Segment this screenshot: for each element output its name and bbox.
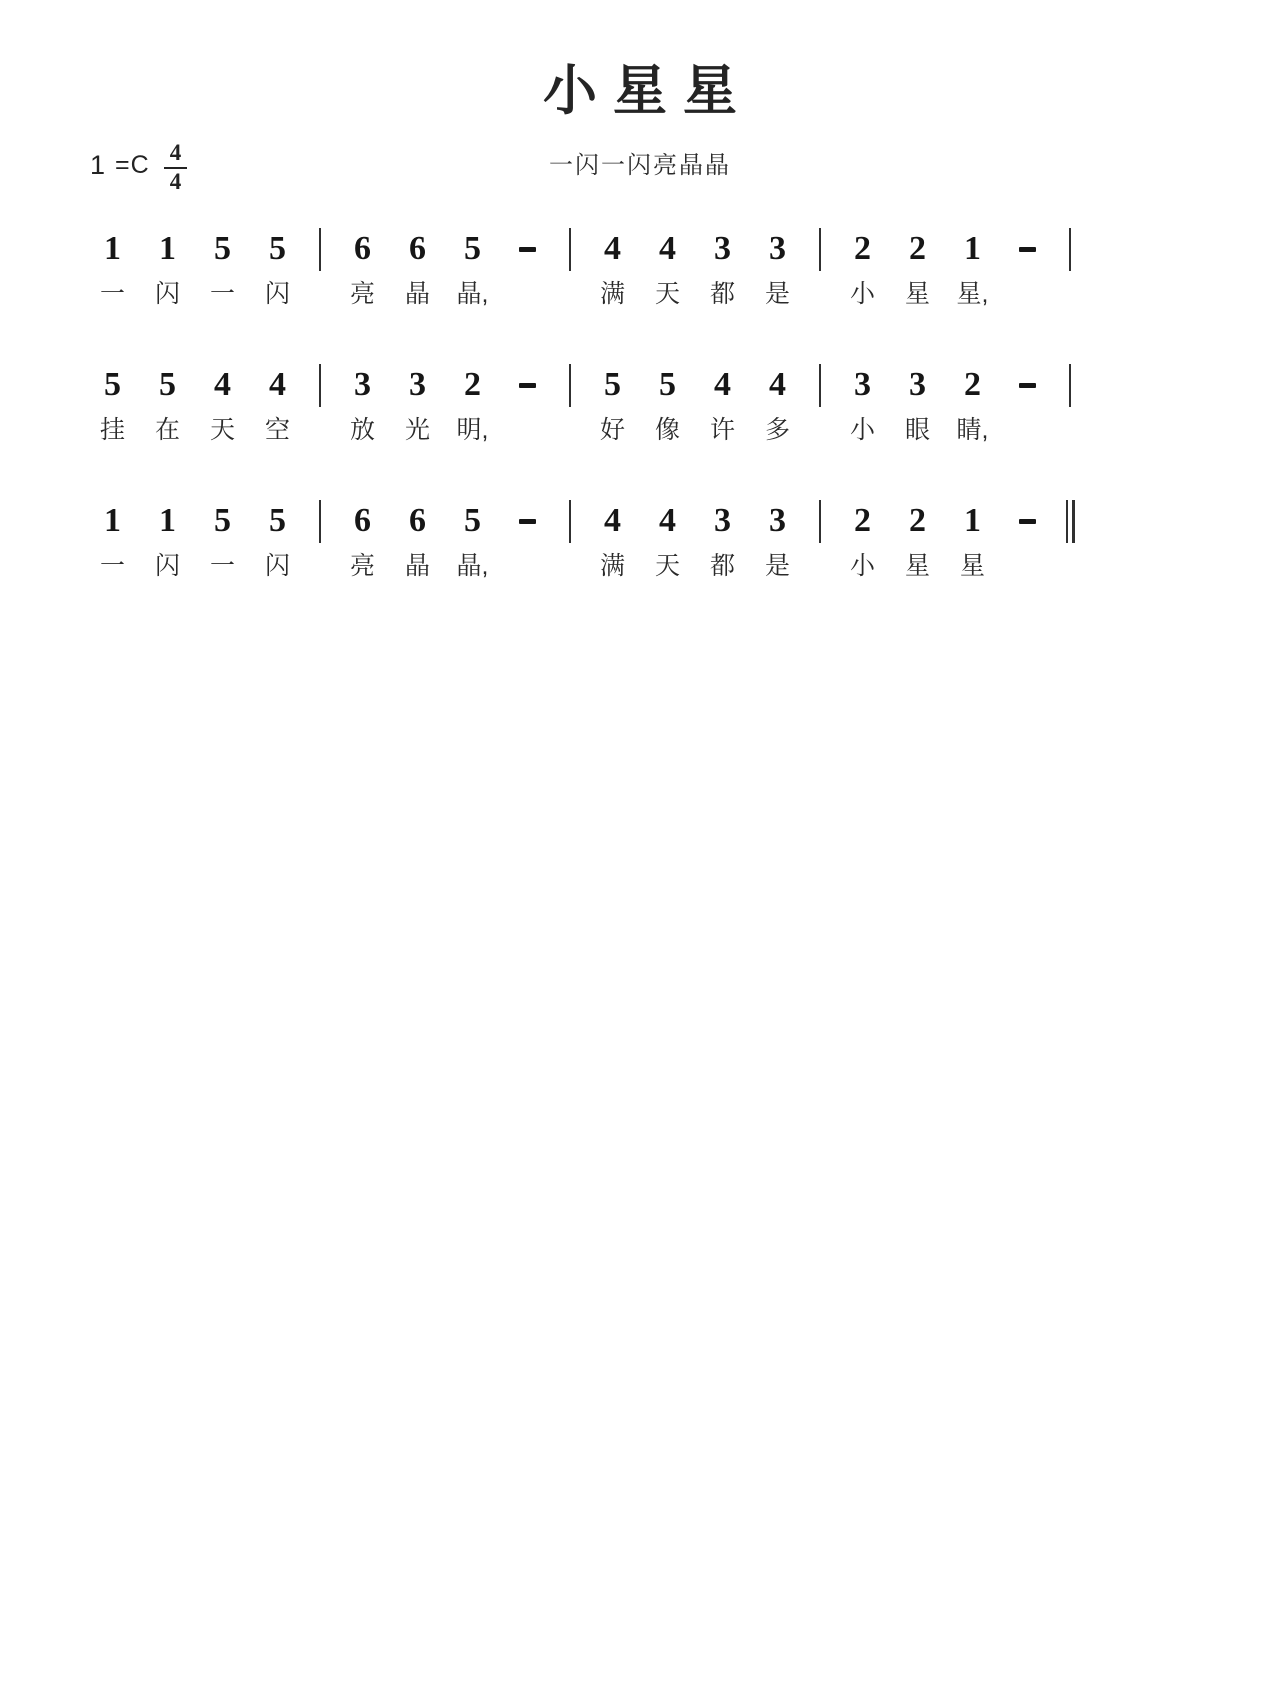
note-cell	[390, 227, 445, 310]
note-cell	[585, 363, 640, 446]
note-cell	[695, 499, 750, 582]
note-value: 5	[464, 230, 481, 267]
sustain-dash	[1000, 519, 1055, 563]
barline	[305, 499, 335, 543]
lyric: 挂	[99, 416, 125, 444]
lyric: 闪	[154, 280, 180, 308]
note-cell	[335, 363, 390, 446]
barline	[305, 363, 335, 407]
lyric: 晶	[404, 552, 430, 580]
note-value: 3	[769, 502, 786, 539]
lyric: 闪	[154, 552, 180, 580]
lyric: 空	[264, 416, 290, 444]
note-value: 1	[104, 502, 121, 539]
lyric: 是	[764, 280, 790, 308]
note-cell	[835, 227, 890, 310]
sustain-dash	[1000, 247, 1055, 291]
note-cell	[695, 363, 750, 446]
note-cell	[585, 499, 640, 582]
note-value: 5	[214, 230, 231, 267]
note-value: 6	[354, 502, 371, 539]
note-value: 1	[104, 230, 121, 267]
note-value: 1	[964, 230, 981, 267]
time-signature-denominator: 4	[169, 168, 182, 194]
note-cell	[835, 363, 890, 446]
score-line	[85, 363, 1280, 466]
note-cell	[890, 227, 945, 310]
note-cell	[750, 227, 805, 310]
note-cell	[445, 363, 500, 446]
key-signature	[90, 139, 187, 193]
note-value: 1	[159, 230, 176, 267]
note-value: 5	[214, 502, 231, 539]
note-cell	[750, 363, 805, 446]
lyric	[1000, 298, 1055, 330]
note-value: 2	[464, 366, 481, 403]
barline	[1055, 363, 1085, 407]
lyric: 亮	[349, 280, 375, 308]
note-cell	[585, 227, 640, 310]
score-line	[85, 499, 1280, 602]
note-cell	[195, 499, 250, 582]
note-value: 3	[769, 230, 786, 267]
time-signature-numerator: 4	[164, 141, 188, 169]
lyric	[500, 434, 555, 466]
note-cell	[195, 363, 250, 446]
note-cell	[195, 227, 250, 310]
song-subtitle: 一闪一闪亮晶晶	[549, 152, 731, 179]
lyric: 一	[99, 552, 125, 580]
note-value: 5	[269, 230, 286, 267]
note-value: 2	[909, 230, 926, 267]
lyric	[500, 570, 555, 602]
lyric: 星,	[956, 280, 989, 308]
lyric: 是	[764, 552, 790, 580]
barline	[555, 499, 585, 543]
note-value: 3	[714, 230, 731, 267]
barline	[805, 363, 835, 407]
lyric: 小	[849, 280, 875, 308]
note-value: 2	[854, 502, 871, 539]
lyric: 睛,	[956, 416, 989, 444]
lyric: 星	[904, 280, 930, 308]
lyric: 闪	[264, 280, 290, 308]
note-value: 5	[159, 366, 176, 403]
barline	[805, 227, 835, 271]
note-cell	[695, 227, 750, 310]
barline	[805, 499, 835, 543]
lyric: 好	[599, 416, 625, 444]
lyric: 星	[904, 552, 930, 580]
note-cell	[945, 363, 1000, 446]
note-value: 5	[659, 366, 676, 403]
note-value: 1	[964, 502, 981, 539]
note-cell	[500, 227, 555, 330]
note-cell	[890, 499, 945, 582]
lyric: 天	[654, 552, 680, 580]
note-value: 4	[714, 366, 731, 403]
key-tonic: 1	[90, 150, 106, 181]
note-cell	[335, 227, 390, 310]
note-cell	[890, 363, 945, 446]
lyric: 眼	[904, 416, 930, 444]
lyric: 许	[709, 416, 735, 444]
note-value: 6	[409, 230, 426, 267]
note-value: 4	[604, 502, 621, 539]
lyric: 明,	[456, 416, 489, 444]
lyric: 一	[99, 280, 125, 308]
lyric: 光	[404, 416, 430, 444]
barline	[305, 227, 335, 271]
sustain-dash	[500, 383, 555, 427]
final-double-barline	[1055, 499, 1085, 543]
note-value: 3	[714, 502, 731, 539]
note-cell	[250, 363, 305, 446]
note-value: 5	[104, 366, 121, 403]
lyric	[500, 298, 555, 330]
note-value: 4	[659, 502, 676, 539]
note-value: 4	[269, 366, 286, 403]
sustain-dash	[1000, 383, 1055, 427]
note-cell	[390, 363, 445, 446]
lyric: 都	[709, 552, 735, 580]
note-cell	[250, 499, 305, 582]
note-cell	[640, 227, 695, 310]
note-value: 5	[269, 502, 286, 539]
note-value: 4	[604, 230, 621, 267]
lyric: 满	[599, 280, 625, 308]
lyric: 天	[209, 416, 235, 444]
lyric: 满	[599, 552, 625, 580]
note-cell	[85, 499, 140, 582]
lyric: 天	[654, 280, 680, 308]
note-cell	[750, 499, 805, 582]
note-cell	[85, 227, 140, 310]
lyric: 小	[849, 552, 875, 580]
lyric: 亮	[349, 552, 375, 580]
note-cell	[250, 227, 305, 310]
key-name: =C	[115, 151, 150, 180]
lyric: 在	[154, 416, 180, 444]
note-value: 2	[964, 366, 981, 403]
note-value: 5	[604, 366, 621, 403]
note-value: 5	[464, 502, 481, 539]
note-cell	[945, 227, 1000, 310]
barline	[1055, 227, 1085, 271]
note-value: 2	[909, 502, 926, 539]
note-value: 6	[409, 502, 426, 539]
note-cell	[140, 499, 195, 582]
lyric: 晶,	[456, 280, 489, 308]
lyric: 星	[959, 552, 985, 580]
note-value: 4	[769, 366, 786, 403]
lyric: 晶	[404, 280, 430, 308]
note-value: 3	[909, 366, 926, 403]
note-value: 2	[854, 230, 871, 267]
note-cell	[1000, 227, 1055, 330]
barline	[555, 363, 585, 407]
note-cell	[640, 363, 695, 446]
lyric: 一	[209, 280, 235, 308]
barline	[555, 227, 585, 271]
lyric: 多	[764, 416, 790, 444]
sustain-dash	[500, 519, 555, 563]
note-cell	[1000, 363, 1055, 466]
note-cell	[835, 499, 890, 582]
note-cell	[390, 499, 445, 582]
note-value: 6	[354, 230, 371, 267]
note-value: 4	[214, 366, 231, 403]
note-cell	[140, 227, 195, 310]
score-body	[0, 227, 1280, 602]
time-signature	[164, 141, 188, 195]
note-value: 1	[159, 502, 176, 539]
note-cell	[335, 499, 390, 582]
meta-row	[0, 129, 1280, 201]
note-cell	[640, 499, 695, 582]
note-value: 4	[659, 230, 676, 267]
lyric	[1000, 570, 1055, 602]
note-cell	[500, 363, 555, 466]
note-cell	[445, 227, 500, 310]
note-cell	[140, 363, 195, 446]
lyric: 放	[349, 416, 375, 444]
note-cell	[500, 499, 555, 602]
note-cell	[445, 499, 500, 582]
note-cell	[1000, 499, 1055, 602]
lyric: 都	[709, 280, 735, 308]
lyric: 小	[849, 416, 875, 444]
sustain-dash	[500, 247, 555, 291]
lyric	[1000, 434, 1055, 466]
note-value: 3	[854, 366, 871, 403]
score-line	[85, 227, 1280, 330]
note-value: 3	[354, 366, 371, 403]
note-cell	[945, 499, 1000, 582]
lyric: 像	[654, 416, 680, 444]
song-title: 小星星	[543, 61, 753, 121]
note-cell	[85, 363, 140, 446]
note-value: 3	[409, 366, 426, 403]
lyric: 一	[209, 552, 235, 580]
lyric: 晶,	[456, 552, 489, 580]
lyric: 闪	[264, 552, 290, 580]
